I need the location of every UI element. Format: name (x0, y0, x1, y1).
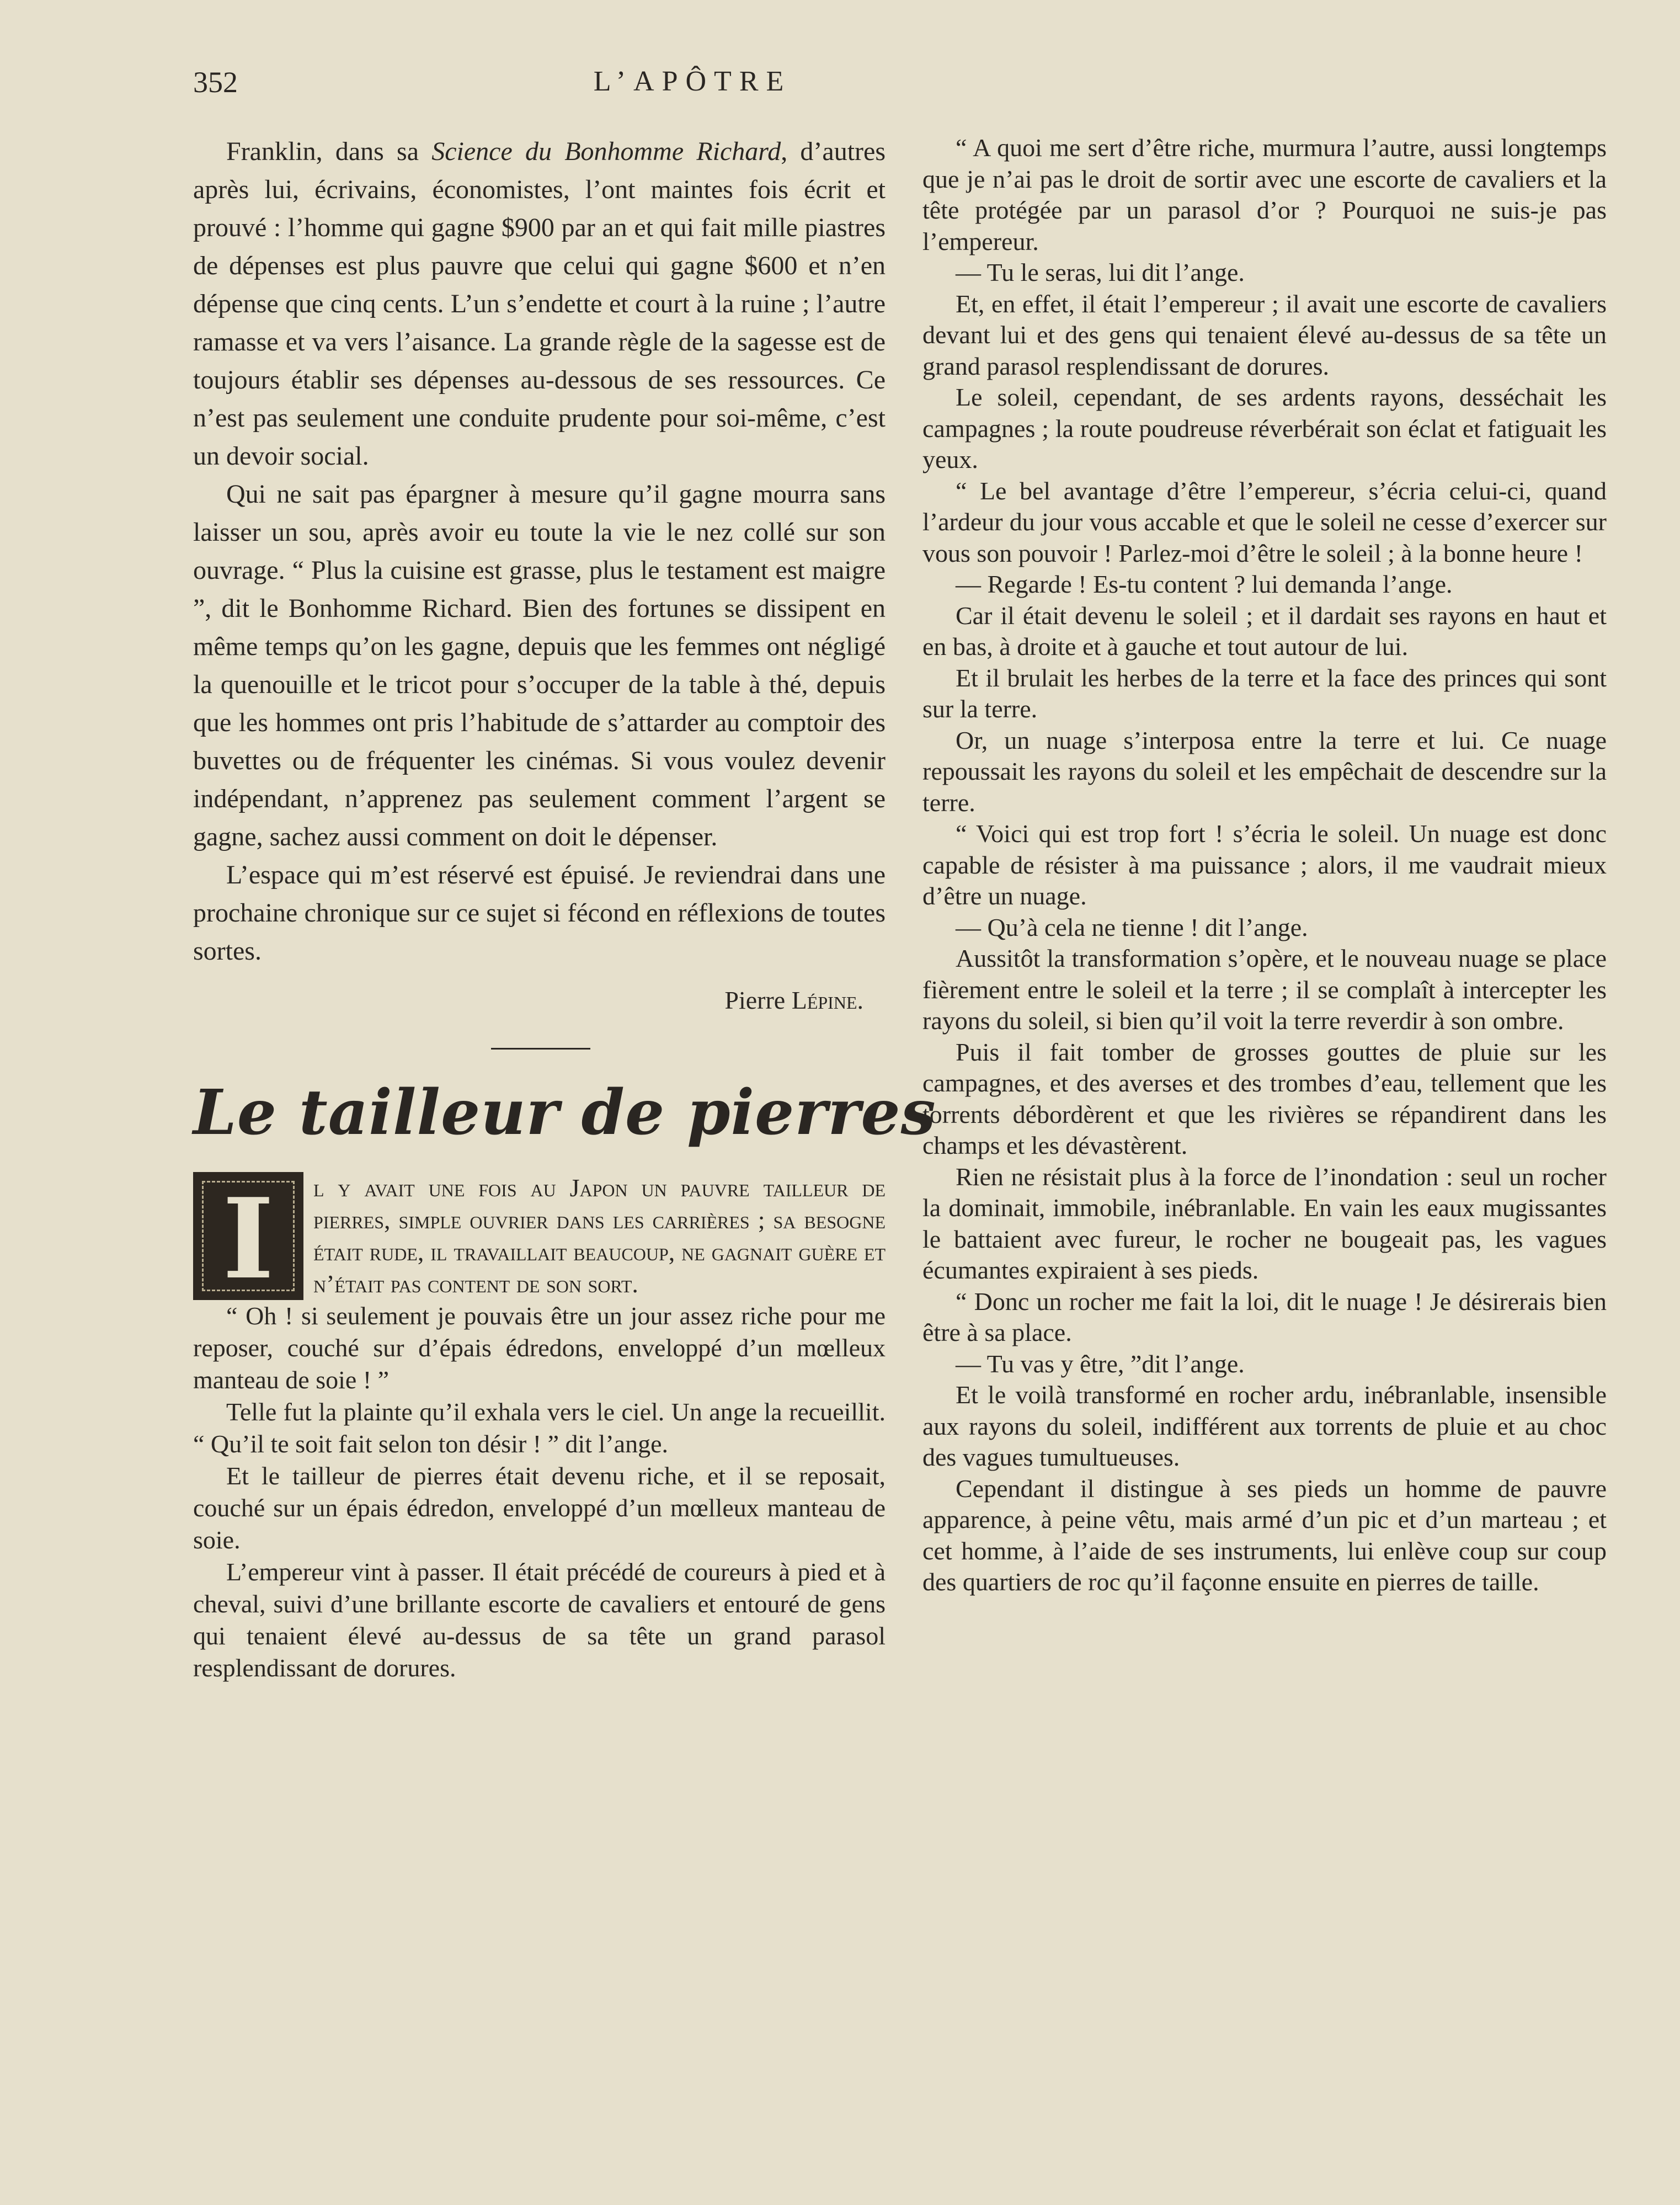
book-title: Science du Bonhomme Richard (431, 137, 781, 166)
paragraph: Le soleil, cependant, de ses ardents rayons, desséchait les campagnes ; la route poudreuse réverbérait son éclat et fatiguait les yeux. (922, 383, 1607, 473)
paragraph: Et il brulait les herbes de la terre et la face des princes qui sont sur la terre. (922, 663, 1607, 723)
paragraph: Et, en effet, il était l’empereur ; il avait une escorte de cavaliers devant lui et des gens qui tenaient élevé au-dessus de sa tête un grand parasol resplendissant de dorures. (922, 289, 1607, 380)
paragraph: Et le voilà transformé en rocher ardu, inébranlable, insensible aux rayons du soleil, indifférent aux torrents de pluie et au choc des vagues tumultueuses. (922, 1381, 1607, 1471)
paragraph: Cependant il distingue à ses pieds un homme de pauvre apparence, à peine vêtu, mais armé d’un pic et d’un marteau ; et cet homme, à l’aide de ses instruments, lui enlève coup sur coup des quartiers de roc qu’il façonne ensuite en pierres de taille. (922, 1474, 1607, 1596)
paragraph: — Tu le seras, lui dit l’ange. (956, 258, 1245, 286)
section-divider (491, 1048, 590, 1050)
paragraph: L’espace qui m’est réservé est épuisé. Je reviendrai dans une prochaine chronique sur ce sujet si fécond en réflexions de toutes sortes. (193, 860, 886, 966)
paragraph: Telle fut la plainte qu’il exhala vers le ciel. Un ange la recueillit. “ Qu’il te soit fait selon ton désir ! ” dit l’ange. (193, 1398, 886, 1458)
paragraph: “ Le bel avantage d’être l’empereur, s’écria celui-ci, quand l’ardeur du jour vous accable et que le soleil ne cesse d’exercer sur vous son pouvoir ! Parlez-moi d’être le soleil ; à la bonne heure ! (922, 476, 1607, 567)
paragraph: “ Donc un rocher me fait la loi, dit le nuage ! Je désirerais bien être à sa place. (922, 1287, 1607, 1346)
paragraph: “ A quoi me sert d’être riche, murmura l’autre, aussi longtemps que je n’ai pas le droit de sortir avec une escorte de cavaliers et la tête protégée par un parasol d’or ? Pourquoi ne suis-je pas l’empereur. (922, 134, 1607, 255)
story-left (193, 1172, 886, 1684)
paragraph: — Regarde ! Es-tu content ? lui demanda l’ange. (956, 570, 1453, 598)
paragraph: “ Oh ! si seulement je pouvais être un jour assez riche pour me reposer, couché sur d’épais édredons, enveloppé d’un mœlleux manteau de soie ! ” (193, 1302, 886, 1394)
paragraph: Qui ne sait pas épargner à mesure qu’il gagne mourra sans laisser un sou, après avoir eu toute la vie le nez collé sur son ouvrage. “ Plus la cuisine est grasse, plus le testament est maigre ”, dit le Bonhomme Richard. Bien des fortunes se dissipent en même temps qu’on les gagne, depuis que les femmes ont négligé la quenouille et le tricot pour s’occuper de la table à thé, depuis que les hommes ont pris l’habitude de s’attarder au comptoir des buvettes ou de fréquenter les cinémas. Si vous voulez devenir indépendant, n’apprenez pas seulement comment l’argent se gagne, sachez aussi comment on doit le dépenser. (193, 480, 886, 851)
paragraph: “ Voici qui est trop fort ! s’écria le soleil. Un nuage est donc capable de résister à ma puissance ; alors, il me vaudrait mieux d’être un nuage. (922, 819, 1607, 910)
page-number: 352 (193, 66, 238, 99)
paragraph: Franklin, dans sa Science du Bonhomme Richard, d’autres après lui, écrivains, économistes, l’ont maintes fois écrit et prouvé : l’homme qui gagne $900 par an et qui fait mille piastres de dépenses est plus pauvre que celui qui gagne $600 et n’en dépense que cinq cents. L’un s’endette et court à la ruine ; l’autre ramasse et va vers l’aisance. La grande règle de la sagesse est de toujours établir ses dépenses au-dessous de ses ressources. Ce n’est pas seulement une conduite prudente pour soi-même, c’est un devoir social. (193, 137, 886, 471)
paragraph: — Tu vas y être, ”dit l’ange. (956, 1349, 1245, 1378)
paragraph: Aussitôt la transformation s’opère, et le nouveau nuage se place fièrement entre le soleil et la terre ; il se complaît à intercepter les rayons du soleil, si bien qu’il voit la terre reverdir à son ombre. (922, 944, 1607, 1035)
article-title: Le tailleur de pierres (193, 1077, 936, 1149)
paragraph: I l y avait une fois au Japon un pauvre tailleur de pierres, simple ouvrier dans les carrières ; sa besogne était rude, il travaillait beaucoup, ne gagnait guère et n’était pas content de son sort. (193, 1172, 886, 1300)
paragraph: Rien ne résistait plus à la force de l’inondation : seul un rocher la dominait, immobile, inébranlable. En vain les eaux mugissantes le battaient avec fureur, le rocher ne bougeait pas, les vagues écumantes expiraient à ses pieds. (922, 1162, 1607, 1284)
paragraph: Puis il fait tomber de grosses gouttes de pluie sur les campagnes, et des averses et des trombes d’eau, tellement que les torrents débordèrent et que les rivières se répandirent dans les champs et les dévastèrent. (922, 1037, 1607, 1159)
ornamental-initial-icon: I (193, 1172, 303, 1300)
paragraph: — Qu’à cela ne tienne ! dit l’ange. (956, 913, 1308, 941)
paragraph: Et le tailleur de pierres était devenu riche, et il se reposait, couché sur un épais édredon, enveloppé d’un mœlleux manteau de soie. (193, 1462, 886, 1554)
signature: Pierre Lépine. (724, 986, 863, 1014)
left-column (193, 132, 936, 1684)
paragraph: Or, un nuage s’interposa entre la terre et lui. Ce nuage repoussait les rayons du soleil et les empêchait de descendre sur la terre. (922, 726, 1607, 817)
page-header (193, 65, 1026, 109)
running-head: L’APÔTRE (593, 66, 792, 97)
paragraph: L’empereur vint à passer. Il était précédé de coureurs à pied et à cheval, suivi d’une brillante escorte de cavaliers et entouré de gens qui tenaient élevé au-dessus de sa tête un grand parasol resplendissant de dorures. (193, 1558, 886, 1682)
paragraph: Car il était devenu le soleil ; et il dardait ses rayons en haut et en bas, à droite et à gauche et tout autour de lui. (922, 601, 1607, 661)
right-column (922, 132, 1607, 1598)
